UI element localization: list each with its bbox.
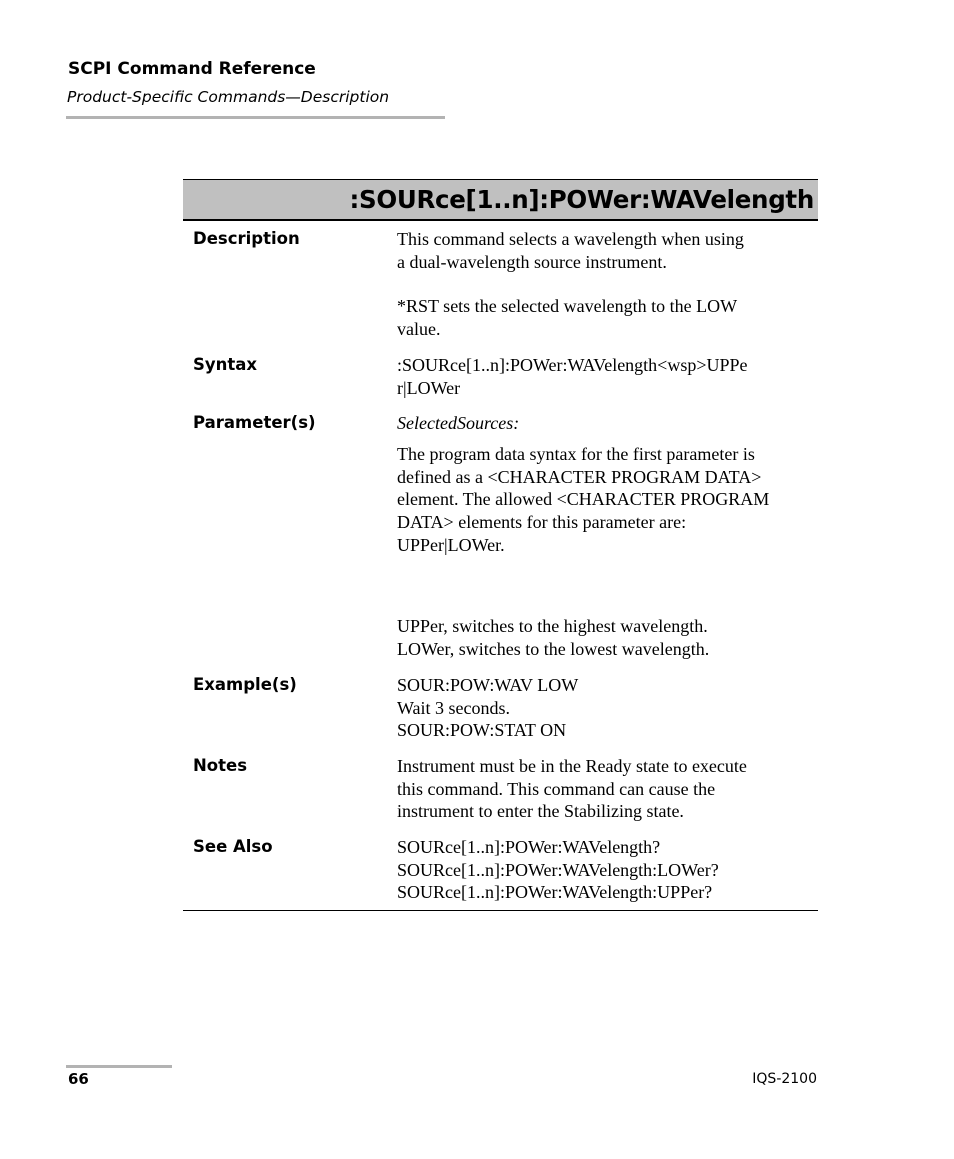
description-line: a dual-wavelength source instrument. xyxy=(397,251,667,272)
syntax-content xyxy=(397,354,818,399)
examples-row xyxy=(183,661,818,742)
see-also-link: SOURce[1..n]:POWer:WAVelength:LOWer? xyxy=(397,859,719,880)
running-header-title: SCPI Command Reference xyxy=(68,59,316,79)
parameter-line: DATA> elements for this parameter are: xyxy=(397,512,687,533)
parameter-line: UPPer, switches to the highest wavelength. xyxy=(397,616,708,637)
notes-content xyxy=(397,755,818,823)
table-bottom-rule xyxy=(183,910,818,911)
notes-line: Instrument must be in the Ready state to execute xyxy=(397,755,747,776)
examples-content xyxy=(397,674,818,742)
syntax-line: r|LOWer xyxy=(397,377,461,398)
parameters-label: Parameter(s) xyxy=(193,413,316,433)
parameter-line: LOWer, switches to the lowest wavelength. xyxy=(397,639,710,660)
parameter-line: The program data syntax for the first parameter is xyxy=(397,443,755,464)
parameter-line: element. The allowed <CHARACTER PROGRAM xyxy=(397,489,770,510)
see-also-link: SOURce[1..n]:POWer:WAVelength:UPPer? xyxy=(397,882,713,903)
command-table xyxy=(183,179,818,911)
parameter-name: SelectedSources: xyxy=(397,413,520,434)
description-label: Description xyxy=(193,229,300,248)
notes-line: this command. This command can cause the xyxy=(397,778,716,799)
see-also-row xyxy=(183,823,818,910)
parameter-line: UPPer|LOWer. xyxy=(397,534,505,555)
command-title-bar xyxy=(183,179,818,221)
footer-divider xyxy=(66,1065,172,1068)
examples-label: Example(s) xyxy=(193,674,297,694)
see-also-content xyxy=(397,836,818,904)
description-content xyxy=(397,228,818,341)
notes-line: instrument to enter the Stabilizing state. xyxy=(397,801,684,822)
description-line: This command selects a wavelength when using xyxy=(397,229,744,249)
product-name: IQS-2100 xyxy=(752,1071,817,1087)
syntax-line: :SOURce[1..n]:POWer:WAVelength<wsp>UPPe xyxy=(397,354,748,375)
parameters-content xyxy=(397,412,818,661)
header-divider xyxy=(66,116,445,119)
see-also-link: SOURce[1..n]:POWer:WAVelength? xyxy=(397,837,661,858)
running-header-subtitle: Product-Specific Commands—Description xyxy=(67,88,390,106)
command-title: :SOURce[1..n]:POWer:WAVelength xyxy=(349,185,814,214)
description-line: value. xyxy=(397,319,441,340)
example-line: SOUR:POW:STAT ON xyxy=(397,720,567,741)
description-row xyxy=(183,221,818,341)
notes-row xyxy=(183,742,818,823)
syntax-label: Syntax xyxy=(193,354,258,374)
page-number: 66 xyxy=(68,1070,89,1088)
parameter-line: defined as a <CHARACTER PROGRAM DATA> xyxy=(397,466,762,487)
example-line: SOUR:POW:WAV LOW xyxy=(397,674,579,695)
see-also-label: See Also xyxy=(193,837,273,857)
example-line: Wait 3 seconds. xyxy=(397,697,511,718)
notes-label: Notes xyxy=(193,755,248,775)
syntax-row xyxy=(183,341,818,399)
parameters-row xyxy=(183,399,818,661)
description-line: *RST sets the selected wavelength to the LOW xyxy=(397,296,738,317)
